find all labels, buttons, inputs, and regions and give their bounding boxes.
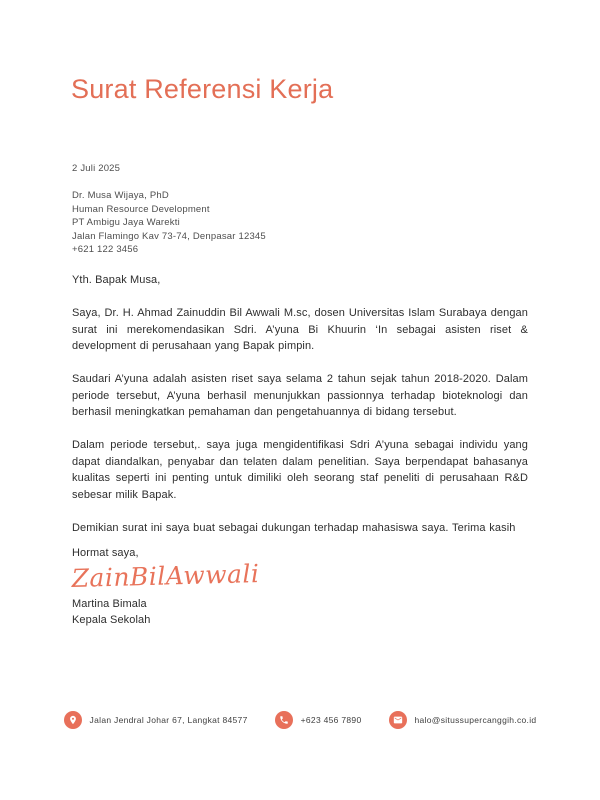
location-pin-icon bbox=[64, 711, 82, 729]
letter-body bbox=[72, 272, 528, 629]
footer-phone-item bbox=[275, 711, 362, 729]
closing-salutation: Hormat saya, bbox=[72, 547, 139, 559]
recipient-company: PT Ambigu Jaya Warekti bbox=[72, 217, 180, 228]
footer-email-text: halo@situssupercanggih.co.id bbox=[414, 715, 537, 725]
paragraph-4: Demikian surat ini saya buat sebagai dukungan terhadap mahasiswa saya. Terima kasih bbox=[72, 521, 516, 534]
paragraph-1: Saya, Dr. H. Ahmad Zainuddin Bil Awwali M.sc, dosen Universitas Islam Surabaya dengan surat ini merekomendasikan Sdri. A’yuna Bi Khuurin ‘In sebagai asisten riset & development di perusahaan yang Bapak pimpin. bbox=[72, 307, 528, 352]
phone-icon bbox=[275, 711, 293, 729]
recipient-block bbox=[72, 189, 266, 257]
letter-date: 2 Juli 2025 bbox=[72, 163, 121, 174]
paragraph-2: Saudari A’yuna adalah asisten riset saya selama 2 tahun sejak tahun 2018-2020. Dalam periode tersebut, A’yuna berhasil menunjukkan passionnya terhadap bioteknologi dan berhasil meningkatkan pemahaman dan pengetahuannya di bidang tersebut. bbox=[72, 373, 528, 418]
signer-title: Kepala Sekolah bbox=[72, 614, 151, 626]
salutation: Yth. Bapak Musa, bbox=[72, 274, 161, 286]
recipient-address: Jalan Flamingo Kav 73-74, Denpasar 12345 bbox=[72, 230, 266, 242]
paragraph-3: Dalam periode tersebut,. saya juga mengidentifikasi Sdri A’yuna sebagai individu yang dapat diandalkan, penyabar dan telaten dalam penelitian. Saya berpendapat bahasanya kualitas seperti ini penting untuk dimiliki oleh seorang staf peneliti di perusahaan R&D sebesar milik Bapak. bbox=[72, 439, 528, 501]
signature-script: ZainBilAwwali bbox=[71, 558, 260, 593]
recipient-phone: +621 122 3456 bbox=[72, 244, 139, 255]
footer-email-item bbox=[389, 711, 537, 729]
footer-address-text: Jalan Jendral Johar 67, Langkat 84577 bbox=[89, 715, 248, 725]
envelope-icon bbox=[389, 711, 407, 729]
footer bbox=[0, 711, 600, 729]
footer-phone-text: +623 456 7890 bbox=[300, 715, 362, 725]
recipient-name: Dr. Musa Wijaya, PhD bbox=[72, 190, 169, 201]
footer-address-item bbox=[64, 711, 248, 729]
page-title: Surat Referensi Kerja bbox=[71, 74, 334, 104]
signer-name: Martina Bimala bbox=[72, 597, 147, 610]
recipient-department: Human Resource Development bbox=[72, 203, 210, 215]
